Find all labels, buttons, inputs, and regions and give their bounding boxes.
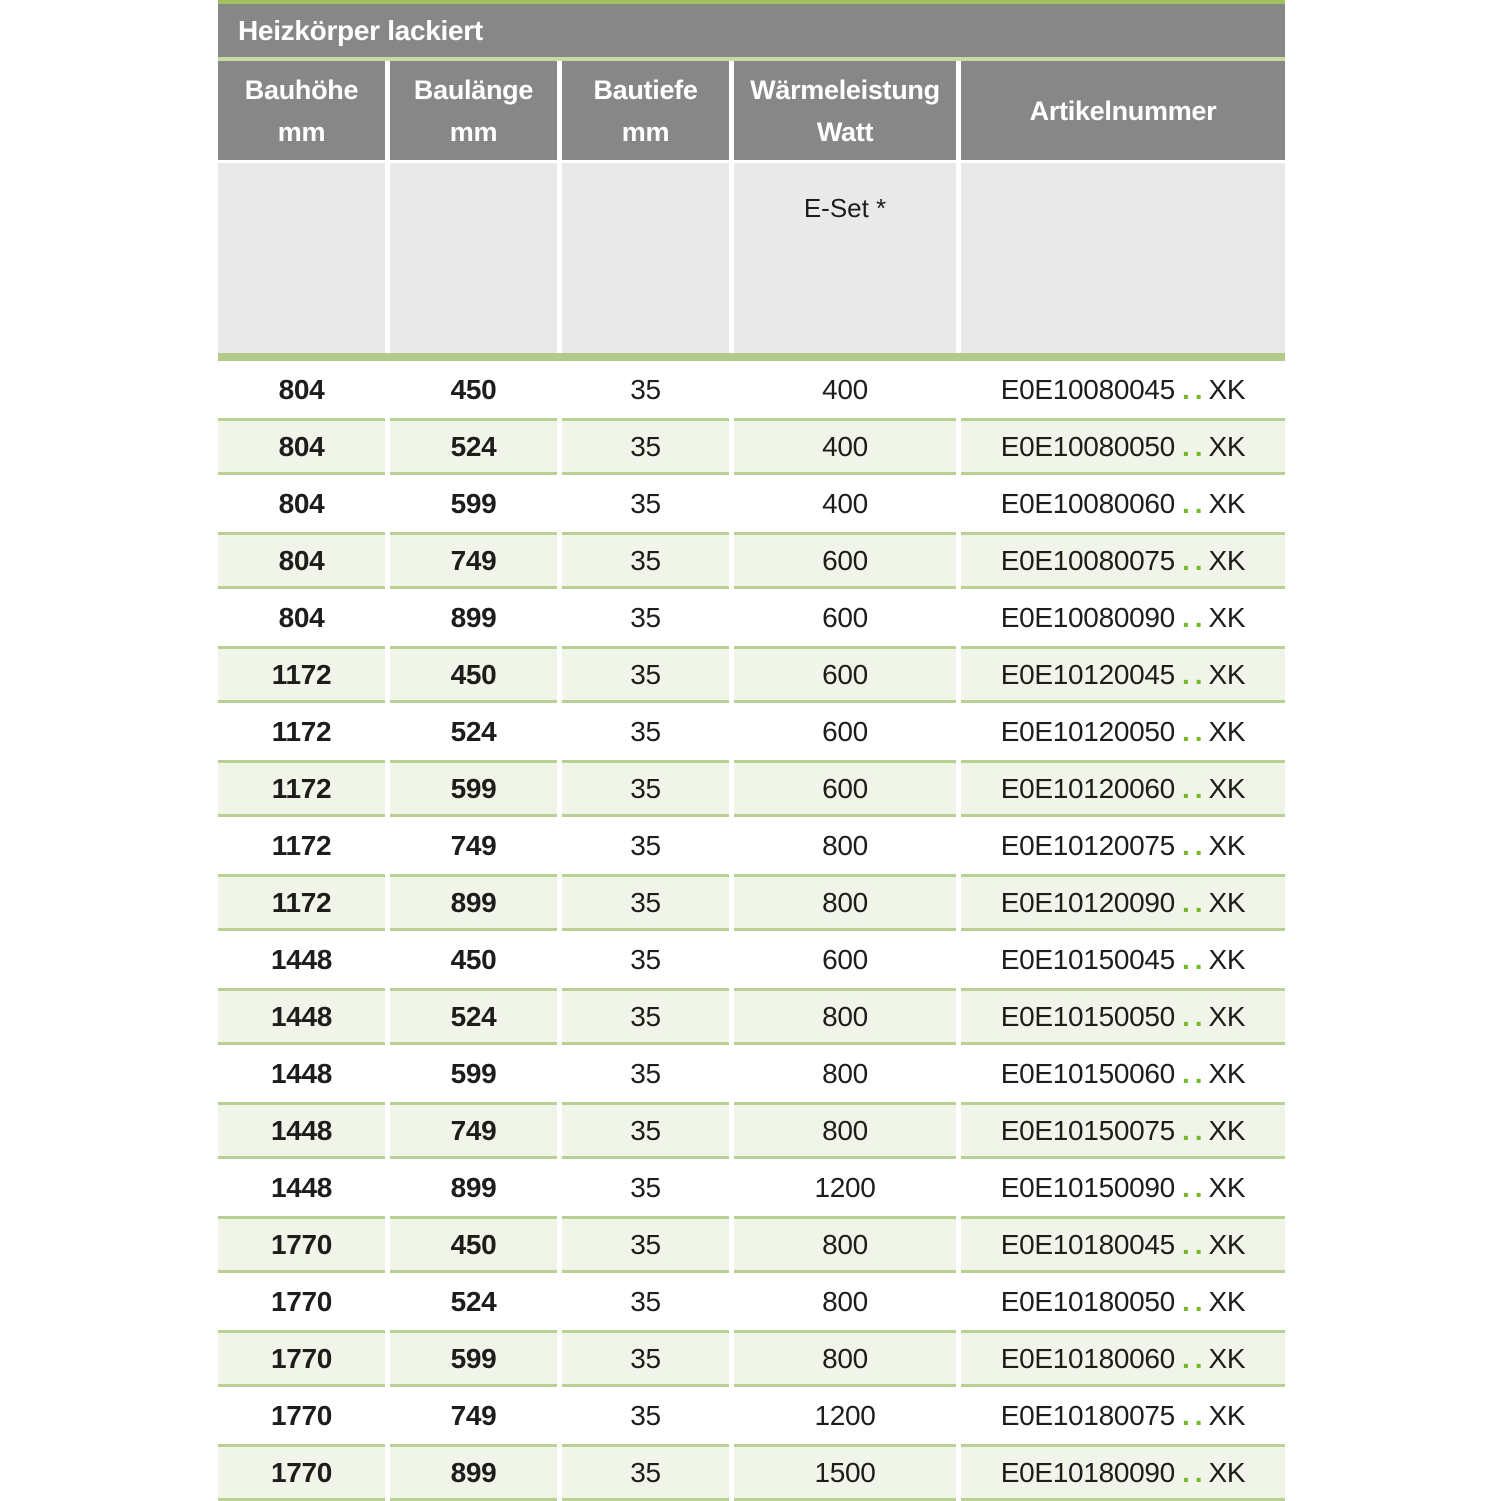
- cell-baulaenge: 749: [390, 532, 557, 589]
- cell-bautiefe: 35: [562, 475, 729, 532]
- table-row: [218, 1330, 1285, 1387]
- cell-bauhoehe: 1770: [218, 1273, 385, 1330]
- table-row: [218, 589, 1285, 646]
- cell-watt: 600: [734, 589, 956, 646]
- cell-watt: 600: [734, 760, 956, 817]
- cell-bauhoehe: 1770: [218, 1216, 385, 1273]
- artikel-prefix: E0E10080090: [1000, 601, 1175, 633]
- cell-watt: 600: [734, 931, 956, 988]
- cell-bauhoehe: 1770: [218, 1330, 385, 1387]
- artikel-suffix: XK: [1208, 1171, 1246, 1203]
- artikel-prefix: E0E10120090: [1000, 886, 1175, 918]
- cell-watt: 400: [734, 418, 956, 475]
- cell-baulaenge: 599: [390, 1045, 557, 1102]
- artikel-suffix: XK: [1208, 430, 1246, 462]
- cell-baulaenge: 524: [390, 988, 557, 1045]
- artikel-prefix: E0E10180090: [1000, 1456, 1175, 1488]
- cell-bautiefe: 35: [562, 1273, 729, 1330]
- artikel-prefix: E0E10180045: [1000, 1228, 1175, 1260]
- cell-watt: 600: [734, 532, 956, 589]
- cell-baulaenge: 450: [390, 361, 557, 418]
- cell-bauhoehe: 1172: [218, 646, 385, 703]
- cell-bauhoehe: 1770: [218, 1444, 385, 1501]
- cell-bauhoehe: 1770: [218, 1387, 385, 1444]
- cell-bautiefe: 35: [562, 1444, 729, 1501]
- artikel-dots: ..: [1181, 829, 1208, 861]
- cell-watt: 1500: [734, 1444, 956, 1501]
- cell-artikelnummer: [961, 1102, 1285, 1159]
- artikel-prefix: E0E10150075: [1000, 1114, 1175, 1146]
- artikel-dots: ..: [1181, 1057, 1208, 1089]
- separator-bar: [218, 353, 1285, 361]
- column-header-unit: mm: [621, 116, 670, 147]
- cell-baulaenge: 450: [390, 931, 557, 988]
- cell-baulaenge: 899: [390, 874, 557, 931]
- cell-bautiefe: 35: [562, 1216, 729, 1273]
- artikel-suffix: XK: [1208, 772, 1246, 804]
- artikel-suffix: XK: [1208, 544, 1246, 576]
- cell-artikelnummer: [961, 1045, 1285, 1102]
- artikel-prefix: E0E10120045: [1000, 658, 1175, 690]
- column-header-unit: mm: [277, 116, 326, 147]
- cell-bautiefe: 35: [562, 988, 729, 1045]
- artikel-dots: ..: [1181, 658, 1208, 690]
- cell-baulaenge: 899: [390, 1159, 557, 1216]
- cell-baulaenge: 749: [390, 1102, 557, 1159]
- cell-bauhoehe: 1448: [218, 988, 385, 1045]
- cell-watt: 400: [734, 475, 956, 532]
- cell-bauhoehe: 1448: [218, 1159, 385, 1216]
- cell-bautiefe: 35: [562, 361, 729, 418]
- artikel-prefix: E0E10150050: [1000, 1000, 1175, 1032]
- artikel-suffix: XK: [1208, 1285, 1246, 1317]
- cell-artikelnummer: [961, 532, 1285, 589]
- artikel-suffix: XK: [1208, 1000, 1246, 1032]
- subheader-cell-eset: [734, 163, 956, 353]
- artikel-suffix: XK: [1208, 829, 1246, 861]
- artikel-prefix: E0E10080045: [1000, 373, 1175, 405]
- cell-watt: 600: [734, 703, 956, 760]
- cell-bautiefe: 35: [562, 1387, 729, 1444]
- column-header-bautiefe: [562, 61, 729, 160]
- column-header-label: Wärmeleistung: [750, 74, 940, 105]
- spec-sheet: [218, 0, 1285, 1501]
- artikel-suffix: XK: [1208, 373, 1246, 405]
- cell-watt: 400: [734, 361, 956, 418]
- cell-bautiefe: 35: [562, 646, 729, 703]
- table-title: Heizkörper lackiert: [238, 14, 483, 46]
- table-row: [218, 361, 1285, 418]
- cell-bauhoehe: 1448: [218, 931, 385, 988]
- artikel-dots: ..: [1181, 544, 1208, 576]
- artikel-dots: ..: [1181, 601, 1208, 633]
- table-row: [218, 646, 1285, 703]
- artikel-suffix: XK: [1208, 715, 1246, 747]
- column-header-label: Bauhöhe: [244, 74, 359, 105]
- cell-watt: 800: [734, 1102, 956, 1159]
- cell-bauhoehe: 1172: [218, 874, 385, 931]
- artikel-suffix: XK: [1208, 1057, 1246, 1089]
- cell-bautiefe: 35: [562, 1330, 729, 1387]
- cell-bauhoehe: 1172: [218, 760, 385, 817]
- column-header-bauhoehe: [218, 61, 385, 160]
- cell-baulaenge: 749: [390, 817, 557, 874]
- artikel-prefix: E0E10180060: [1000, 1342, 1175, 1374]
- artikel-suffix: XK: [1208, 1114, 1246, 1146]
- cell-baulaenge: 524: [390, 703, 557, 760]
- eset-label: E-Set *: [803, 193, 887, 223]
- cell-bauhoehe: 804: [218, 589, 385, 646]
- artikel-dots: ..: [1181, 715, 1208, 747]
- artikel-prefix: E0E10150060: [1000, 1057, 1175, 1089]
- subheader-cell: [562, 163, 729, 353]
- artikel-prefix: E0E10080075: [1000, 544, 1175, 576]
- column-header-baulaenge: [390, 61, 557, 160]
- cell-artikelnummer: [961, 988, 1285, 1045]
- cell-artikelnummer: [961, 817, 1285, 874]
- cell-artikelnummer: [961, 1387, 1285, 1444]
- artikel-suffix: XK: [1208, 1228, 1246, 1260]
- artikel-suffix: XK: [1208, 1399, 1246, 1431]
- cell-bauhoehe: 1172: [218, 703, 385, 760]
- artikel-dots: ..: [1181, 943, 1208, 975]
- cell-baulaenge: 899: [390, 589, 557, 646]
- subheader-cell: [390, 163, 557, 353]
- cell-bauhoehe: 804: [218, 475, 385, 532]
- cell-bautiefe: 35: [562, 703, 729, 760]
- table-title-bar: [218, 4, 1285, 57]
- artikel-prefix: E0E10120060: [1000, 772, 1175, 804]
- cell-bautiefe: 35: [562, 532, 729, 589]
- cell-watt: 600: [734, 646, 956, 703]
- artikel-suffix: XK: [1208, 658, 1246, 690]
- artikel-dots: ..: [1181, 1342, 1208, 1374]
- artikel-suffix: XK: [1208, 1342, 1246, 1374]
- cell-bauhoehe: 1172: [218, 817, 385, 874]
- cell-watt: 800: [734, 1330, 956, 1387]
- table-body: [218, 361, 1285, 1501]
- artikel-suffix: XK: [1208, 886, 1246, 918]
- subheader-row: [218, 163, 1285, 353]
- cell-watt: 800: [734, 1045, 956, 1102]
- artikel-dots: ..: [1181, 886, 1208, 918]
- cell-bauhoehe: 804: [218, 418, 385, 475]
- table-row: [218, 418, 1285, 475]
- artikel-dots: ..: [1181, 1114, 1208, 1146]
- cell-baulaenge: 450: [390, 646, 557, 703]
- cell-watt: 800: [734, 874, 956, 931]
- header-row: [218, 61, 1285, 160]
- cell-artikelnummer: [961, 760, 1285, 817]
- cell-bautiefe: 35: [562, 418, 729, 475]
- cell-artikelnummer: [961, 475, 1285, 532]
- artikel-dots: ..: [1181, 1456, 1208, 1488]
- table-row: [218, 475, 1285, 532]
- cell-artikelnummer: [961, 361, 1285, 418]
- column-header-unit: mm: [449, 116, 498, 147]
- cell-bautiefe: 35: [562, 817, 729, 874]
- table-row: [218, 931, 1285, 988]
- cell-bautiefe: 35: [562, 874, 729, 931]
- cell-bautiefe: 35: [562, 1102, 729, 1159]
- column-header-unit: Watt: [816, 116, 874, 147]
- subheader-cell: [961, 163, 1285, 353]
- artikel-prefix: E0E10150045: [1000, 943, 1175, 975]
- cell-watt: 800: [734, 817, 956, 874]
- table-row: [218, 760, 1285, 817]
- table-row: [218, 1387, 1285, 1444]
- artikel-dots: ..: [1181, 373, 1208, 405]
- cell-bauhoehe: 804: [218, 361, 385, 418]
- artikel-dots: ..: [1181, 430, 1208, 462]
- artikel-prefix: E0E10150090: [1000, 1171, 1175, 1203]
- artikel-dots: ..: [1181, 772, 1208, 804]
- artikel-prefix: E0E10080050: [1000, 430, 1175, 462]
- cell-bauhoehe: 1448: [218, 1102, 385, 1159]
- cell-baulaenge: 450: [390, 1216, 557, 1273]
- table-row: [218, 1273, 1285, 1330]
- cell-artikelnummer: [961, 418, 1285, 475]
- artikel-prefix: E0E10120050: [1000, 715, 1175, 747]
- cell-baulaenge: 749: [390, 1387, 557, 1444]
- artikel-suffix: XK: [1208, 487, 1246, 519]
- cell-baulaenge: 524: [390, 1273, 557, 1330]
- column-header-label: Baulänge: [413, 74, 534, 105]
- table-row: [218, 988, 1285, 1045]
- table-row: [218, 1159, 1285, 1216]
- cell-artikelnummer: [961, 1330, 1285, 1387]
- cell-bautiefe: 35: [562, 1159, 729, 1216]
- table-row: [218, 1045, 1285, 1102]
- cell-artikelnummer: [961, 931, 1285, 988]
- cell-bautiefe: 35: [562, 931, 729, 988]
- cell-baulaenge: 599: [390, 1330, 557, 1387]
- artikel-dots: ..: [1181, 1000, 1208, 1032]
- table-row: [218, 1444, 1285, 1501]
- table-row: [218, 703, 1285, 760]
- artikel-dots: ..: [1181, 487, 1208, 519]
- cell-artikelnummer: [961, 703, 1285, 760]
- cell-watt: 800: [734, 1273, 956, 1330]
- artikel-prefix: E0E10080060: [1000, 487, 1175, 519]
- artikel-dots: ..: [1181, 1399, 1208, 1431]
- subheader-cell: [218, 163, 385, 353]
- artikel-dots: ..: [1181, 1171, 1208, 1203]
- table-row: [218, 874, 1285, 931]
- cell-bauhoehe: 1448: [218, 1045, 385, 1102]
- artikel-dots: ..: [1181, 1228, 1208, 1260]
- cell-baulaenge: 599: [390, 475, 557, 532]
- artikel-prefix: E0E10180075: [1000, 1399, 1175, 1431]
- cell-artikelnummer: [961, 874, 1285, 931]
- artikel-prefix: E0E10180050: [1000, 1285, 1175, 1317]
- cell-watt: 800: [734, 1216, 956, 1273]
- cell-baulaenge: 599: [390, 760, 557, 817]
- cell-watt: 800: [734, 988, 956, 1045]
- cell-artikelnummer: [961, 646, 1285, 703]
- column-header-label: Artikelnummer: [1029, 95, 1217, 126]
- cell-baulaenge: 899: [390, 1444, 557, 1501]
- artikel-dots: ..: [1181, 1285, 1208, 1317]
- cell-bauhoehe: 804: [218, 532, 385, 589]
- artikel-prefix: E0E10120075: [1000, 829, 1175, 861]
- cell-artikelnummer: [961, 1159, 1285, 1216]
- cell-artikelnummer: [961, 589, 1285, 646]
- cell-watt: 1200: [734, 1387, 956, 1444]
- cell-artikelnummer: [961, 1216, 1285, 1273]
- cell-bautiefe: 35: [562, 589, 729, 646]
- column-header-label: Bautiefe: [593, 74, 698, 105]
- cell-bautiefe: 35: [562, 1045, 729, 1102]
- table-row: [218, 532, 1285, 589]
- table-row: [218, 817, 1285, 874]
- column-header-waermeleistung: [734, 61, 956, 160]
- artikel-suffix: XK: [1208, 601, 1246, 633]
- table-row: [218, 1216, 1285, 1273]
- cell-artikelnummer: [961, 1273, 1285, 1330]
- column-header-artikelnummer: [961, 61, 1285, 160]
- artikel-suffix: XK: [1208, 943, 1246, 975]
- table-row: [218, 1102, 1285, 1159]
- cell-bautiefe: 35: [562, 760, 729, 817]
- cell-watt: 1200: [734, 1159, 956, 1216]
- cell-baulaenge: 524: [390, 418, 557, 475]
- cell-artikelnummer: [961, 1444, 1285, 1501]
- artikel-suffix: XK: [1208, 1456, 1246, 1488]
